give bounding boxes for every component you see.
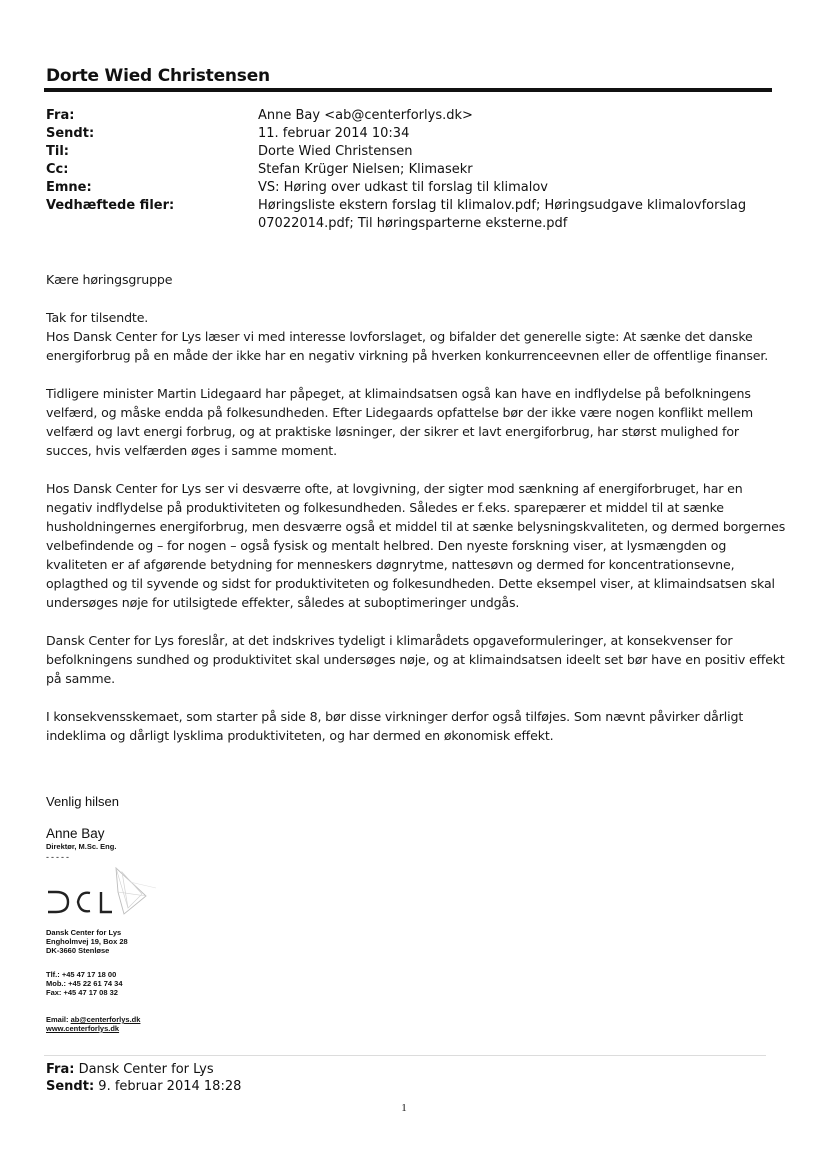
thanks-line: Tak for tilsendte. — [46, 310, 149, 325]
phone-mob: Mob.: +45 22 61 74 34 — [46, 979, 123, 988]
phone-fax: Fax: +45 47 17 08 32 — [46, 988, 118, 997]
body-paragraph: Hos Dansk Center for Lys ser vi desværre ofte, at lovgivning, der sigter mod sænkning af energiforbruget, har en negativ indflydelse på produktiviteten og folkesundheden. Således er f.eks. sparepærer et middel til at sænke husholdningernes energiforbrug, men desværre også et middel til at sænke belysningskvaliteten, og dermed borgernes velbefindende og – for nogen – også fysisk og mentalt helbred. Den nyeste forskning viser, at lysmængden og kvaliteten er af afgørende betydning for menneskers døgnrytme, nattesøvn og dermed for koncentrationsevne, oplagthed og til syvende og sidst for produktiviteten og folkesundheden. Dette eksempel viser, at klimaindsatsen skal undersøges nøje for utilsigtede effekter, således at suboptimeringer undgås. — [46, 481, 786, 610]
signature-separator: ----- — [46, 852, 71, 862]
field-value: Anne Bay <ab@centerforlys.dk> — [258, 108, 473, 123]
field-subject — [46, 179, 786, 197]
field-to — [46, 143, 786, 161]
signature-name: Anne Bay — [46, 826, 105, 841]
field-value: Dorte Wied Christensen — [258, 144, 413, 159]
header-rule — [44, 88, 772, 92]
page-number: 1 — [401, 1102, 407, 1114]
field-value: 11. februar 2014 10:34 — [258, 126, 410, 141]
email-link[interactable]: ab@centerforlys.dk — [70, 1015, 141, 1024]
field-label: Cc: — [46, 162, 69, 177]
body-paragraph: Tidligere minister Martin Lidegaard har påpeget, at klimaindsatsen også kan have en indflydelse på befolkningens velfærd, og måske endda på folkesundheden. Efter Lidegaards opfattelse bør der ikke være nogen konflikt mellem velfærd og lavt energi forbrug, og at praktiske løsninger, der sikrer et lavt energiforbrug, har størst mulighed for succes, hvis velfærden øges i samme moment. — [46, 386, 753, 458]
phone-tlf: Tlf.: +45 47 17 18 00 — [46, 970, 117, 979]
website-link[interactable]: www.centerforlys.dk — [46, 1024, 120, 1033]
field-label: Fra: — [46, 108, 75, 123]
field-value: VS: Høring over udkast til forslag til klimalov — [258, 180, 549, 195]
field-label: Til: — [46, 144, 69, 159]
field-attachments — [46, 197, 786, 233]
field-cc — [46, 161, 786, 179]
dcl-logo — [46, 862, 166, 922]
contact-links — [46, 1015, 246, 1033]
signature-title: Direktør, M.Sc. Eng. — [46, 842, 117, 851]
street-address: Engholmvej 19, Box 28 — [46, 937, 128, 946]
field-label: Vedhæftede filer: — [46, 198, 175, 213]
address-block — [46, 928, 246, 955]
sender-name: Dorte Wied Christensen — [46, 66, 270, 86]
forwarded-sent-value: 9. februar 2014 18:28 — [98, 1079, 242, 1094]
body-paragraph: I konsekvensskemaet, som starter på side 8, bør disse virkninger derfor også tilføjes. Som nævnt påvirker dårligt indeklima og dårligt lysklima produktiviteten, og har dermed en økonomisk effekt. — [46, 709, 744, 743]
body-paragraph: Hos Dansk Center for Lys læser vi med interesse lovforslaget, og bifalder det generelle sigte: At sænke det danske energiforbrug på en måde der ikke har en negativ virkning på hverken konkurrenceevnen eller de offentlige finanser. — [46, 329, 769, 363]
forwarded-from — [46, 1061, 241, 1078]
email-label: Email: — [46, 1015, 71, 1024]
attachments-list: Høringsliste ekstern forslag til klimalov.pdf; Høringsudgave klimalovforslag 07022014.pdf; Til høringsparterne eksterne.pdf — [258, 198, 747, 231]
forwarded-header — [46, 1061, 241, 1095]
closing-greeting: Venlig hilsen — [46, 794, 119, 809]
forwarded-from-label: Fra: — [46, 1062, 75, 1077]
org-name: Dansk Center for Lys — [46, 928, 122, 937]
field-sent — [46, 125, 786, 143]
phone-block — [46, 970, 246, 997]
forward-divider — [44, 1055, 766, 1056]
city-address: DK-3660 Stenløse — [46, 946, 110, 955]
field-from — [46, 107, 786, 125]
field-label: Emne: — [46, 180, 92, 195]
forwarded-sent — [46, 1078, 241, 1095]
email-body — [46, 270, 786, 764]
email-header-fields — [46, 107, 786, 233]
body-paragraph: Dansk Center for Lys foreslår, at det indskrives tydeligt i klimarådets opgaveformuleringer, at konsekvenser for befolkningens sundhed og produktivitet skal undersøges nøje, og at klimaindsatsen ideelt set bør have en positiv effekt på samme. — [46, 633, 785, 686]
field-value: Stefan Krüger Nielsen; Klimasekr — [258, 162, 473, 177]
signature-block — [46, 794, 346, 862]
forwarded-sent-label: Sendt: — [46, 1079, 95, 1094]
salutation: Kære høringsgruppe — [46, 272, 173, 287]
forwarded-from-value: Dansk Center for Lys — [78, 1062, 214, 1077]
field-label: Sendt: — [46, 126, 95, 141]
email-line — [46, 1015, 246, 1024]
